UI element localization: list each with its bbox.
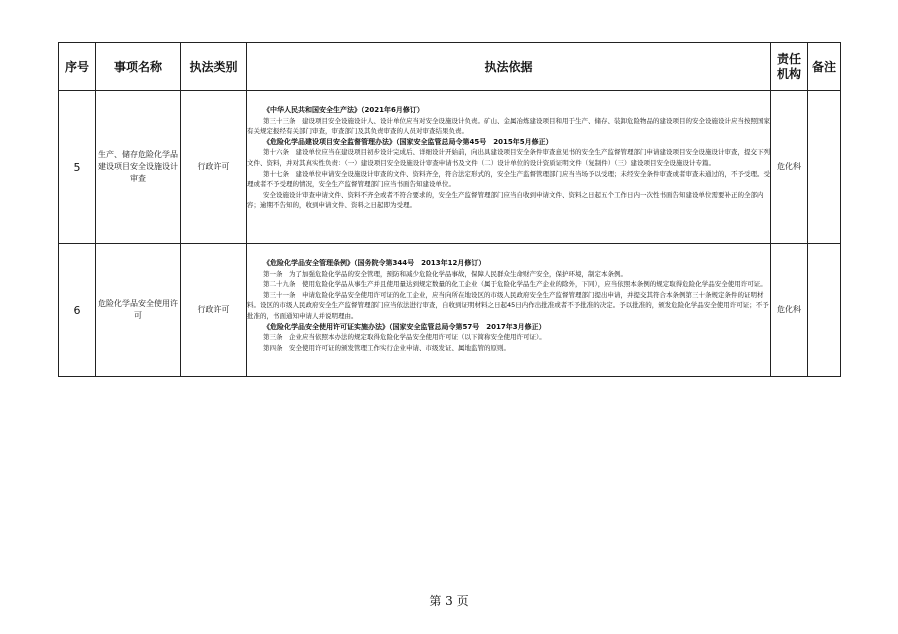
law-article: 第三条 企业应当依照本办法的规定取得危险化学品安全使用许可证（以下简称安全使用许可证）。 — [263, 333, 546, 342]
law-article: 第一条 为了加强危险化学品的安全管理，预防和减少危险化学品事故，保障人民群众生命财产安全，保护环境，制定本条例。 — [263, 269, 627, 278]
row-type: 行政许可 — [181, 91, 247, 244]
basis-list — [247, 244, 770, 353]
law-title: 《中华人民共和国安全生产法》（2021年6月修订） — [263, 106, 424, 114]
row-name: 危险化学品安全使用许可 — [96, 244, 181, 377]
row-no: 5 — [59, 91, 96, 244]
law-article: 安全设施设计审查申请文件、资料不齐全或者不符合要求的，安全生产监督管理部门应当自收到申请文件、资料之日起五个工作日内一次性书面告知建设单位需要补正的全部内容；逾期不告知的，收到申请文件、资料之日起即为受理。 — [247, 190, 764, 210]
law-article: 第三十一条 申请危险化学品安全使用许可证的化工企业，应当向所在地设区的市级人民政府安全生产监督管理部门提出申请，并提交其符合本条例第三十条规定条件的证明材料。设区的市级人民政府安全生产监督管理部门应当依法进行审查，自收到证明材料之日起45日内作出批准或者不予批准的决定。予以批准的，颁发危险化学品安全使用许可证；不予批准的，书面通知申请人并说明理由。 — [247, 290, 769, 320]
law-article: 第十六条 建设单位应当在建设项目初步设计完成后、详细设计开始前，向出具建设项目安全条件审查意见书的安全生产监督管理部门申请建设项目安全设施设计审查，提交下列文件、资料，并对其真实性负责：（一）建设项目安全设施设计审查申请书及文件（二）设计单位的设计资质证明文件（复制件）（三）建设项目安全设施设计专篇。 — [247, 148, 770, 167]
row-type: 行政许可 — [181, 244, 247, 377]
row-basis — [247, 244, 771, 377]
header-note: 备注 — [808, 43, 841, 91]
header-row — [59, 43, 841, 91]
law-title: 《危险化学品建设项目安全监督管理办法》（国家安全监管总局令第45号 2015年5月修正） — [263, 137, 553, 146]
table-row — [59, 91, 841, 244]
header-org — [771, 43, 808, 91]
basis-list — [247, 91, 770, 211]
header-basis: 执法依据 — [247, 43, 771, 91]
row-org: 危化科 — [771, 91, 808, 244]
row-basis — [247, 91, 771, 244]
table-row — [59, 244, 841, 377]
row-note — [808, 91, 841, 244]
header-no: 序号 — [59, 43, 96, 91]
law-article: 第十七条 建设单位申请安全设施设计审查的文件、资料齐全，符合法定形式的，安全生产监督管理部门应当当场予以受理；未经安全条件审查或者审查未通过的，不予受理。受理或者不予受理的情况，安全生产监督管理部门应当书面告知建设单位。 — [247, 169, 770, 189]
header-type: 执法类别 — [181, 43, 247, 91]
law-title: 《危险化学品安全使用许可证实施办法》（国家安全监管总局令第57号 2017年3月修正） — [263, 322, 546, 331]
row-note — [808, 244, 841, 377]
law-article: 第四条 安全使用许可证的颁发管理工作实行企业申请、市级发证、属地监管的原则。 — [263, 343, 510, 352]
header-name: 事项名称 — [96, 43, 181, 91]
header-org-label: 责任机构 — [777, 51, 802, 81]
page-number: 第 3 页 — [429, 594, 469, 608]
row-org: 危化科 — [771, 244, 808, 377]
row-no: 6 — [59, 244, 96, 377]
law-article: 第二十九条 使用危险化学品从事生产并且使用量达到规定数量的化工企业（属于危险化学品生产企业的除外，下同），应当依照本条例的规定取得危险化学品安全使用许可证。 — [263, 280, 767, 289]
law-title: 《危险化学品安全管理条例》（国务院令第344号 2013年12月修订） — [263, 259, 486, 267]
enforcement-table — [58, 42, 841, 377]
row-name: 生产、储存危险化学品建设项目安全设施设计审查 — [96, 91, 181, 244]
law-article: 第三十三条 建设项目安全设施设计人、设计单位应当对安全设施设计负责。矿山、金属冶炼建设项目和用于生产、储存、装卸危险物品的建设项目的安全设施设计应当按照国家有关规定报经有关部门审查，审查部门及其负责审查的人员对审查结果负责。 — [247, 116, 770, 136]
